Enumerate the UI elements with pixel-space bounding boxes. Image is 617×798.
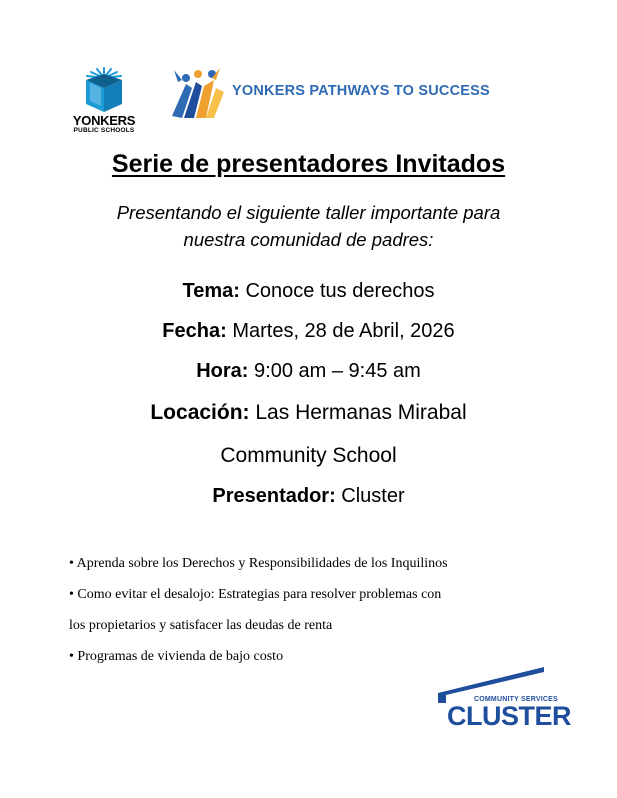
page-title: Serie de presentadores Invitados: [111, 150, 506, 178]
yonkers-logo-name: YONKERS: [72, 113, 136, 128]
bullet-list: [69, 554, 539, 678]
bullet-item-eviction-cont: los propietarios y satisfacer las deudas de renta: [69, 618, 333, 633]
open-book-icon: [64, 66, 144, 114]
hora-value: 9:00 am – 9:45 am: [248, 360, 421, 382]
yonkers-logo-sub: PUBLIC SCHOOLS: [73, 127, 135, 134]
tema-line: [0, 280, 617, 303]
presentador-value: Cluster: [335, 485, 405, 507]
bullet-item-eviction: • Como evitar el desalojo: Estrategias para resolver problemas con: [69, 587, 442, 602]
cluster-logo-name: CLUSTER: [447, 701, 571, 731]
hora-label: Hora:: [196, 360, 249, 382]
presentador-line: [0, 485, 617, 508]
fecha-line: [0, 320, 617, 343]
locacion-line: [0, 401, 617, 425]
locacion-label: Locación:: [150, 401, 250, 424]
pathways-to-success-logo: [168, 66, 490, 120]
hora-line: [0, 360, 617, 383]
people-cheering-icon: [168, 66, 228, 120]
subtitle-line-2: nuestra comunidad de padres:: [183, 229, 434, 250]
yonkers-public-schools-logo: [64, 66, 144, 136]
locacion-value: Las Hermanas Mirabal: [249, 401, 467, 424]
bullet-item-housing: • Programas de vivienda de bajo costo: [69, 649, 284, 664]
fecha-value: Martes, 28 de Abril, 2026: [226, 320, 455, 342]
presentador-label: Presentador:: [212, 485, 336, 507]
pathways-logo-text: YONKERS PATHWAYS TO SUCCESS: [232, 83, 490, 99]
fecha-label: Fecha:: [162, 320, 227, 342]
subtitle: [0, 199, 617, 253]
tema-label: Tema:: [182, 280, 240, 302]
bullet-item-rights: • Aprenda sobre los Derechos y Responsibilidades de los Inquilinos: [69, 556, 448, 571]
locacion-line-2: Community School: [220, 444, 397, 467]
cluster-logo: [434, 663, 576, 733]
cluster-logo-sub: COMMUNITY SERVICES: [474, 696, 558, 703]
subtitle-line-1: Presentando el siguiente taller importante para: [116, 202, 501, 223]
tema-value: Conoce tus derechos: [239, 280, 435, 302]
